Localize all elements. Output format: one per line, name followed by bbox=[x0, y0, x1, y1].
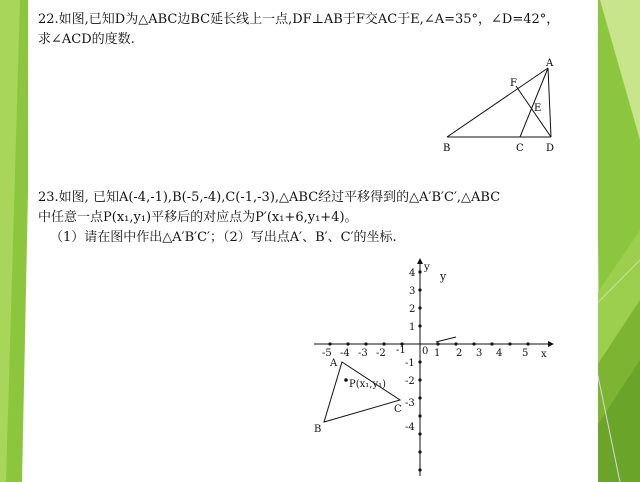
y-axis-label-side: y bbox=[440, 270, 447, 283]
point-p bbox=[344, 378, 348, 382]
x-tick: -2 bbox=[376, 348, 386, 359]
triangle-abc bbox=[324, 362, 400, 422]
x-tick: -4 bbox=[340, 348, 350, 359]
triangle-figure-22 bbox=[440, 58, 580, 158]
x-tick: 4 bbox=[496, 348, 503, 359]
y-tick: -4 bbox=[405, 422, 415, 433]
label-D: D bbox=[546, 143, 555, 154]
label-A: A bbox=[546, 58, 554, 69]
x-tick: 5 bbox=[522, 348, 529, 359]
label-point-B: B bbox=[314, 424, 322, 435]
x-tick: 2 bbox=[456, 348, 463, 359]
problem-22-line-2: 求∠ACD的度数. bbox=[38, 32, 135, 47]
label-F: F bbox=[510, 78, 517, 89]
y-tick: -2 bbox=[405, 376, 415, 387]
y-tick: 3 bbox=[409, 286, 416, 297]
problem-23-line-1: 23.如图, 已知A(-4,-1),B(-5,-4),C(-1,-3),△ABC经过平移得到的△A′B′C′,△ABC bbox=[38, 190, 501, 205]
origin-label: 0 bbox=[422, 346, 429, 357]
problem-23-line-3: （1）请在图中作出△A′B′C′；（2）写出点A′、B′、C′的坐标. bbox=[50, 230, 397, 245]
y-tick: 2 bbox=[409, 304, 416, 315]
y-axis-label: y bbox=[424, 262, 430, 273]
y-tick: -1 bbox=[405, 358, 415, 369]
x-tick: -1 bbox=[396, 345, 406, 356]
problem-22-line-1: 22.如图,已知D为△ABC边BC延长线上一点,DF⊥AB于F交AC于E,∠A=35°，∠D=42°， bbox=[38, 12, 560, 27]
label-E: E bbox=[534, 103, 542, 114]
y-tick: 4 bbox=[409, 268, 416, 279]
problem-23-line-2: 中任意一点P(x₁,y₁)平移后的对应点为P′(x₁+6,y₁+4)。 bbox=[38, 210, 358, 225]
x-tick: 1 bbox=[434, 348, 441, 359]
label-point-A: A bbox=[330, 358, 338, 369]
x-tick: -3 bbox=[358, 348, 368, 359]
x-axis-label: x bbox=[541, 349, 547, 360]
label-C: C bbox=[516, 143, 524, 154]
y-tick: -3 bbox=[405, 398, 415, 409]
label-B: B bbox=[443, 143, 451, 154]
label-point-C: C bbox=[394, 404, 402, 415]
label-point-P: P(x₁,y₁) bbox=[349, 379, 387, 390]
y-tick: 1 bbox=[409, 322, 416, 333]
coordinate-plane bbox=[310, 258, 560, 478]
x-tick: 3 bbox=[476, 348, 483, 359]
x-tick: -5 bbox=[322, 348, 332, 359]
